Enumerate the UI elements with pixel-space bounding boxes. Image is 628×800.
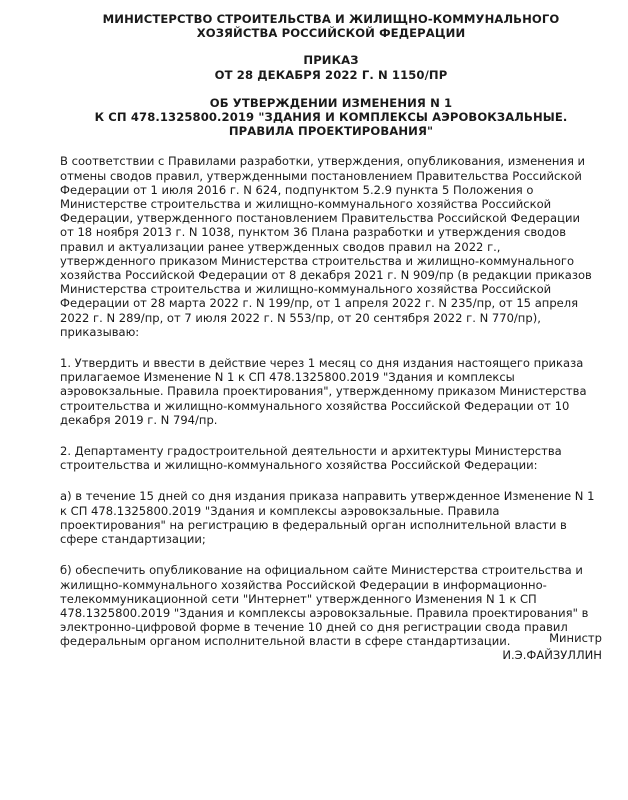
text-line: строительства и жилищно-коммунального хозяйства Российской Федерации: bbox=[60, 458, 538, 473]
text-line: приказываю: bbox=[60, 324, 140, 339]
text-line: к СП 478.1325800.2019 "Здания и комплексы аэровокзальные. Правила bbox=[60, 503, 500, 518]
signature-block bbox=[502, 630, 602, 663]
text-line: Министерства строительства и жилищно-коммунального хозяйства Российской bbox=[60, 282, 552, 297]
text-line: утвержденного приказом Министерства строительства и жилищно-коммунального bbox=[60, 253, 575, 268]
text-line: электронно-цифровой форме в течение 10 дней со дня регистрации свода правил bbox=[60, 620, 568, 635]
text-line: декабря 2019 г. N 794/пр. bbox=[60, 412, 218, 427]
ministry-line: ХОЗЯЙСТВА РОССИЙСКОЙ ФЕДЕРАЦИИ bbox=[196, 26, 466, 41]
text-line: прилагаемое Изменение N 1 к СП 478.1325800.2019 "Здания и комплексы bbox=[60, 370, 515, 385]
item-2-paragraph bbox=[60, 444, 602, 472]
order-subject bbox=[60, 96, 602, 139]
text-line: 2022 г. N 289/пр, от 7 июля 2022 г. N 553/пр, от 20 сентября 2022 г. N 770/пр), bbox=[60, 310, 541, 325]
doc-type: ПРИКАЗ bbox=[303, 53, 359, 68]
item-2a-paragraph bbox=[60, 489, 602, 546]
subject-line: ПРАВИЛА ПРОЕКТИРОВАНИЯ" bbox=[228, 124, 434, 139]
text-line: 1. Утвердить и ввести в действие через 1 месяц со дня издания настоящего приказа bbox=[60, 356, 584, 371]
text-line: федеральным органом исполнительной власти в сфере стандартизации. bbox=[60, 634, 511, 649]
text-line: 2. Департаменту градостроительной деятельности и архитектуры Министерства bbox=[60, 444, 562, 459]
text-line: от 18 ноября 2013 г. N 1038, пунктом 36 Плана разработки и утверждения сводов bbox=[60, 225, 567, 240]
preamble-paragraph bbox=[60, 154, 602, 339]
text-line: Министерстве строительства и жилищно-коммунального хозяйства Российской bbox=[60, 197, 552, 212]
text-line: отмены сводов правил, утвержденными постановлением Правительства Российской bbox=[60, 168, 582, 183]
doc-date-number: ОТ 28 ДЕКАБРЯ 2022 Г. N 1150/ПР bbox=[214, 67, 448, 82]
text-line: а) в течение 15 дней со дня издания приказа направить утвержденное Изменение N 1 bbox=[60, 489, 595, 504]
text-line: сфере стандартизации; bbox=[60, 532, 206, 547]
text-line: 478.1325800.2019 "Здания и комплексы аэровокзальные. Правила проектирования" в bbox=[60, 605, 589, 620]
order-title bbox=[60, 53, 602, 81]
text-line: Федерации от 1 июля 2016 г. N 624, подпунктом 5.2.9 пункта 5 Положения о bbox=[60, 182, 534, 197]
text-line: строительства и жилищно-коммунального хозяйства Российской Федерации от 10 bbox=[60, 398, 570, 413]
text-line: проектирования" на регистрацию в федеральный орган исполнительной власти в bbox=[60, 517, 567, 532]
item-1-paragraph bbox=[60, 356, 602, 427]
text-line: хозяйства Российской Федерации от 8 декабря 2021 г. N 909/пр (в редакции приказов bbox=[60, 268, 592, 283]
ministry-header bbox=[60, 12, 602, 40]
subject-line: ОБ УТВЕРЖДЕНИИ ИЗМЕНЕНИЯ N 1 bbox=[209, 95, 453, 110]
signatory-name: И.Э.ФАЙЗУЛЛИН bbox=[502, 647, 602, 662]
text-line: аэровокзальные. Правила проектирования", утвержденному приказом Министерства bbox=[60, 384, 587, 399]
text-line: Федерации от 28 марта 2022 г. N 199/пр, от 1 апреля 2022 г. N 235/пр, от 15 апреля bbox=[60, 296, 579, 311]
text-line: б) обеспечить опубликование на официальном сайте Министерства строительства и bbox=[60, 563, 583, 578]
text-line: В соответствии с Правилами разработки, утверждения, опубликования, изменения и bbox=[60, 154, 586, 169]
text-line: Федерации, утвержденного постановлением Правительства Российской Федерации bbox=[60, 211, 580, 226]
text-line: жилищно-коммунального хозяйства Российской Федерации в информационно- bbox=[60, 577, 547, 592]
text-line: правил и актуализации ранее утвержденных сводов правил на 2022 г., bbox=[60, 239, 501, 254]
text-line: телекоммуникационной сети "Интернет" утвержденного Изменения N 1 к СП bbox=[60, 591, 537, 606]
signatory-position: Министр bbox=[549, 631, 602, 645]
ministry-line: МИНИСТЕРСТВО СТРОИТЕЛЬСТВА И ЖИЛИЩНО-КОММУНАЛЬНОГО bbox=[102, 12, 560, 26]
document-body bbox=[60, 154, 602, 648]
subject-line: К СП 478.1325800.2019 "ЗДАНИЯ И КОМПЛЕКСЫ АЭРОВОКЗАЛЬНЫЕ. bbox=[94, 110, 568, 125]
